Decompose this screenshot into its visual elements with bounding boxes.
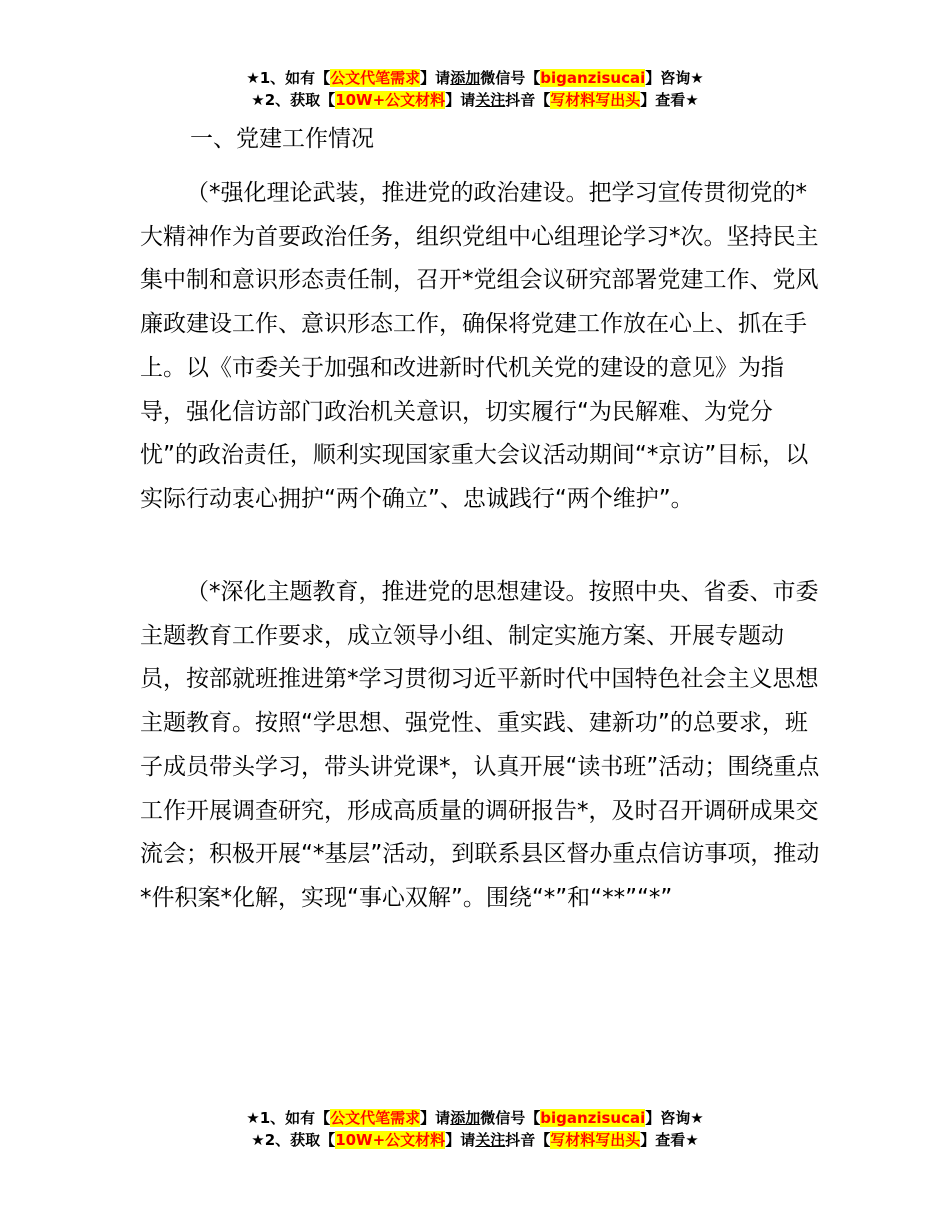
- promo-highlight: 写材料写出头: [550, 1131, 641, 1149]
- promo-text: 】查看★: [640, 1131, 699, 1149]
- promo-underline: 添加: [450, 1109, 481, 1127]
- promo-highlight: 公文代笔需求: [330, 1109, 421, 1127]
- promo-text: 微信号【: [480, 69, 541, 87]
- promo-text: 】请: [420, 69, 451, 87]
- promo-text: 】请: [420, 1109, 451, 1127]
- promo-underline: 关注: [475, 91, 506, 109]
- promo-highlight: 写材料写出头: [550, 91, 641, 109]
- promo-text: ★2、获取【: [251, 1131, 336, 1149]
- promo-highlight: 公文代笔需求: [330, 69, 421, 87]
- promo-highlight: biganzisucai: [540, 69, 646, 87]
- promo-text: ★1、如有【: [246, 1109, 331, 1127]
- promo-highlight: 10W+公文材料: [335, 91, 446, 109]
- promo-text: ★2、获取【: [251, 91, 336, 109]
- promo-text: 抖音【: [505, 1131, 551, 1149]
- section-heading: 一、党建工作情况: [190, 126, 374, 152]
- promo-text: 】查看★: [640, 91, 699, 109]
- promo-text: ★1、如有【: [246, 69, 331, 87]
- promo-text: 】咨询★: [645, 69, 704, 87]
- promo-underline: 添加: [450, 69, 481, 87]
- promo-text: 】请: [445, 1131, 476, 1149]
- promo-text: 】咨询★: [645, 1109, 704, 1127]
- promo-underline: 关注: [475, 1131, 506, 1149]
- promo-text: 】请: [445, 91, 476, 109]
- body-paragraph: （*深化主题教育，推进党的思想建设。按照中央、省委、市委主题教育工作要求，成立领导小组、制定实施方案、开展专题动员，按部就班推进第*学习贯彻习近平新时代中国特色社会主义思想主题教育。按照“学思想、强党性、重实践、建新功”的总要求，班子成员带头学习，带头讲党课*，认真开展“读书班”活动；围绕重点工作开展调查研究，形成高质量的调研报告*，及时召开调研成果交流会；积极开展“*基层”活动，到联系县区督办重点信访事项，推动*件积案*化解，实现“事心双解”。围绕“*”和“**”“*”: [140, 579, 820, 911]
- header-promo-banner: [0, 67, 950, 111]
- promo-line-1: [0, 1107, 950, 1129]
- promo-text: 抖音【: [505, 91, 551, 109]
- promo-line-1: [0, 67, 950, 89]
- promo-line-2: [0, 89, 950, 111]
- promo-line-2: [0, 1129, 950, 1151]
- promo-text: 微信号【: [480, 1109, 541, 1127]
- body-paragraph: （*强化理论武装，推进党的政治建设。把学习宣传贯彻党的*大精神作为首要政治任务，组织党组中心组理论学习*次。坚持民主集中制和意识形态责任制，召开*党组会议研究部署党建工作、党风廉政建设工作、意识形态工作，确保将党建工作放在心上、抓在手上。以《市委关于加强和改进新时代机关党的建设的意见》为指导，强化信访部门政治机关意识，切实履行“为民解难、为党分忧”的政治责任，顺利实现国家重大会议活动期间“*京访”目标，以实际行动衷心拥护“两个确立”、忠诚践行“两个维护”。: [140, 180, 819, 512]
- footer-promo-banner: [0, 1107, 950, 1151]
- promo-highlight: 10W+公文材料: [335, 1131, 446, 1149]
- promo-highlight: biganzisucai: [540, 1109, 646, 1127]
